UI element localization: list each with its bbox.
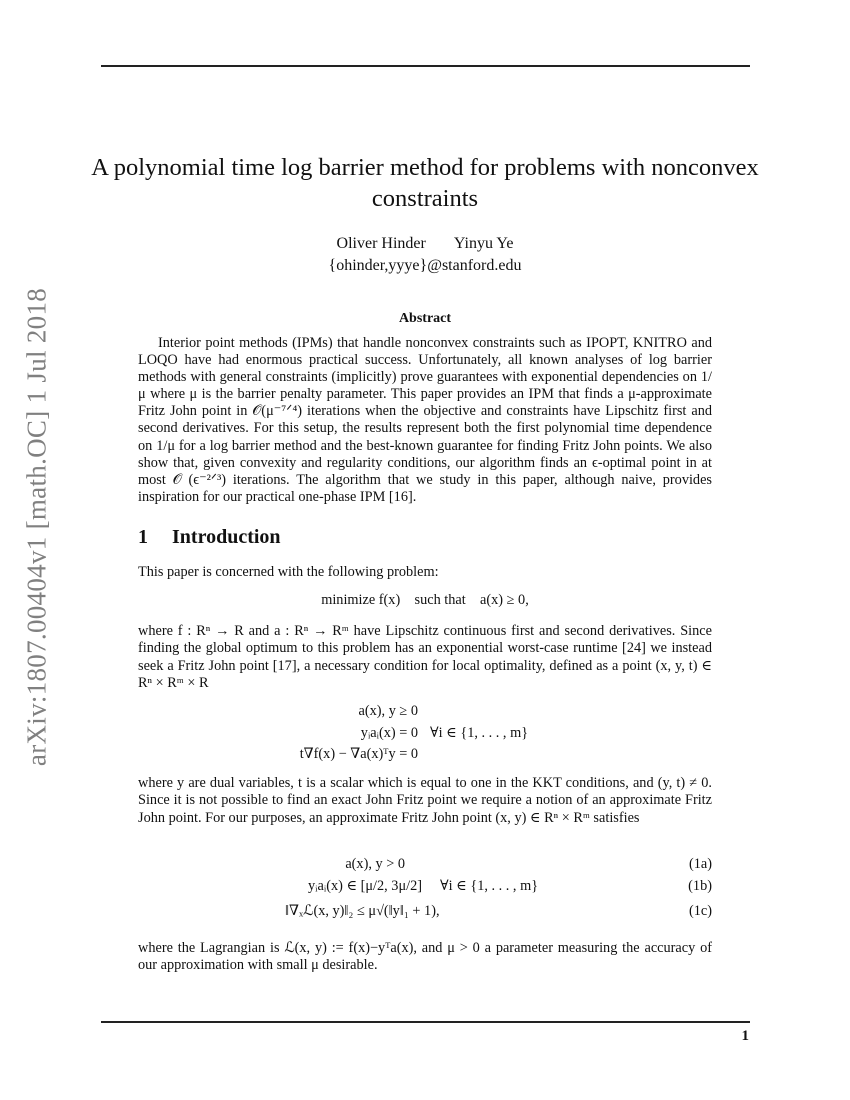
author-email: {ohinder,yyye}@stanford.edu <box>328 257 522 274</box>
paper-title: A polynomial time log barrier method for problems with nonconvex constraints <box>91 154 759 212</box>
paragraph: where f : Rⁿ → R and a : Rⁿ → Rᵐ have Lipschitz continuous first and second derivatives. Since finding the global optimum to this problem has an exponential worst-case runtime [24] we instead seek a Fritz John point [17], a necessary condition for local optimality, defined as a point (x, y, t) ∈ Rⁿ × Rᵐ × R <box>138 623 712 692</box>
page-number: 1 <box>741 1028 749 1044</box>
author-name: Yinyu Ye <box>453 235 514 252</box>
equation-line: yᵢaᵢ(x) = 0 <box>360 725 418 741</box>
bottom-rule <box>101 1021 750 1023</box>
problem-constraint: a(x) ≥ 0, <box>480 592 529 608</box>
equation-line: a(x), y > 0 <box>345 856 405 872</box>
author-name: Oliver Hinder <box>336 235 426 252</box>
equation-line: a(x), y ≥ 0 <box>358 703 418 719</box>
equation-line: t∇f(x) − ∇a(x)ᵀy = 0 <box>299 746 418 762</box>
equation-line: yᵢaᵢ(x) ∈ [μ/2, 3μ/2] <box>308 878 422 894</box>
top-rule <box>101 65 750 67</box>
abstract-heading: Abstract <box>398 311 452 326</box>
problem-equation <box>0 592 850 609</box>
section-number: 1 <box>138 526 148 548</box>
equation-line: ‖∇ₓℒ(x, y)‖₂ ≤ μ√(‖y‖₁ + 1), <box>285 903 440 919</box>
section-title: Introduction <box>172 526 281 548</box>
equation-qualifier: ∀i ∈ {1, . . . , m} <box>430 725 529 741</box>
problem-such-that: such that <box>414 592 466 608</box>
section-heading <box>138 526 281 549</box>
paragraph: where y are dual variables, t is a scalar which is equal to one in the KKT conditions, and (y, t) ≠ 0. Since it is not possible to find an exact John Fritz point we require a notion of an approximate Fritz John point. For our purposes, an approximate Fritz John point (x, y) ∈ Rⁿ × Rᵐ satisfies <box>138 775 712 826</box>
abstract-text: Interior point methods (IPMs) that handle nonconvex constraints such as IPOPT, KNITRO and LOQO have had enormous practical success. Unfortunately, all known analyses of log barrier methods with general constraints (implicitly) prove guarantees with exponential dependencies on 1/μ where μ is the barrier penalty parameter. This paper provides an IPM that finds a μ-approximate Fritz John point in 𝒪(μ⁻⁷ᐟ⁴) iterations when the objective and constraints have Lipschitz first and second derivatives. For this setup, the results represent both the first polynomial time dependence on 1/μ for a log barrier method and the best-known guarantee for finding Fritz John points. We also show that, given convexity and regularity conditions, our algorithm finds an ϵ-optimal point in at most 𝒪 (ϵ⁻²ᐟ³) iterations. The algorithm that we study in this paper, although naive, provides inspiration for our practical one-phase IPM [16]. <box>138 335 712 505</box>
arxiv-stamp: arXiv:1807.00404v1 [math.OC] 1 Jul 2018 <box>21 287 52 767</box>
paragraph: This paper is concerned with the following problem: <box>138 564 439 580</box>
equation-label: (1a) <box>688 856 712 872</box>
paragraph: where the Lagrangian is ℒ(x, y) := f(x)−yᵀa(x), and μ > 0 a parameter measuring the accuracy of our approximation with small μ desirable. <box>138 940 712 974</box>
problem-objective: minimize f(x) <box>321 592 401 608</box>
equation-label: (1c) <box>688 903 712 919</box>
author-block <box>0 233 850 277</box>
equation-label: (1b) <box>688 878 712 894</box>
equation-qualifier: ∀i ∈ {1, . . . , m} <box>440 878 539 894</box>
